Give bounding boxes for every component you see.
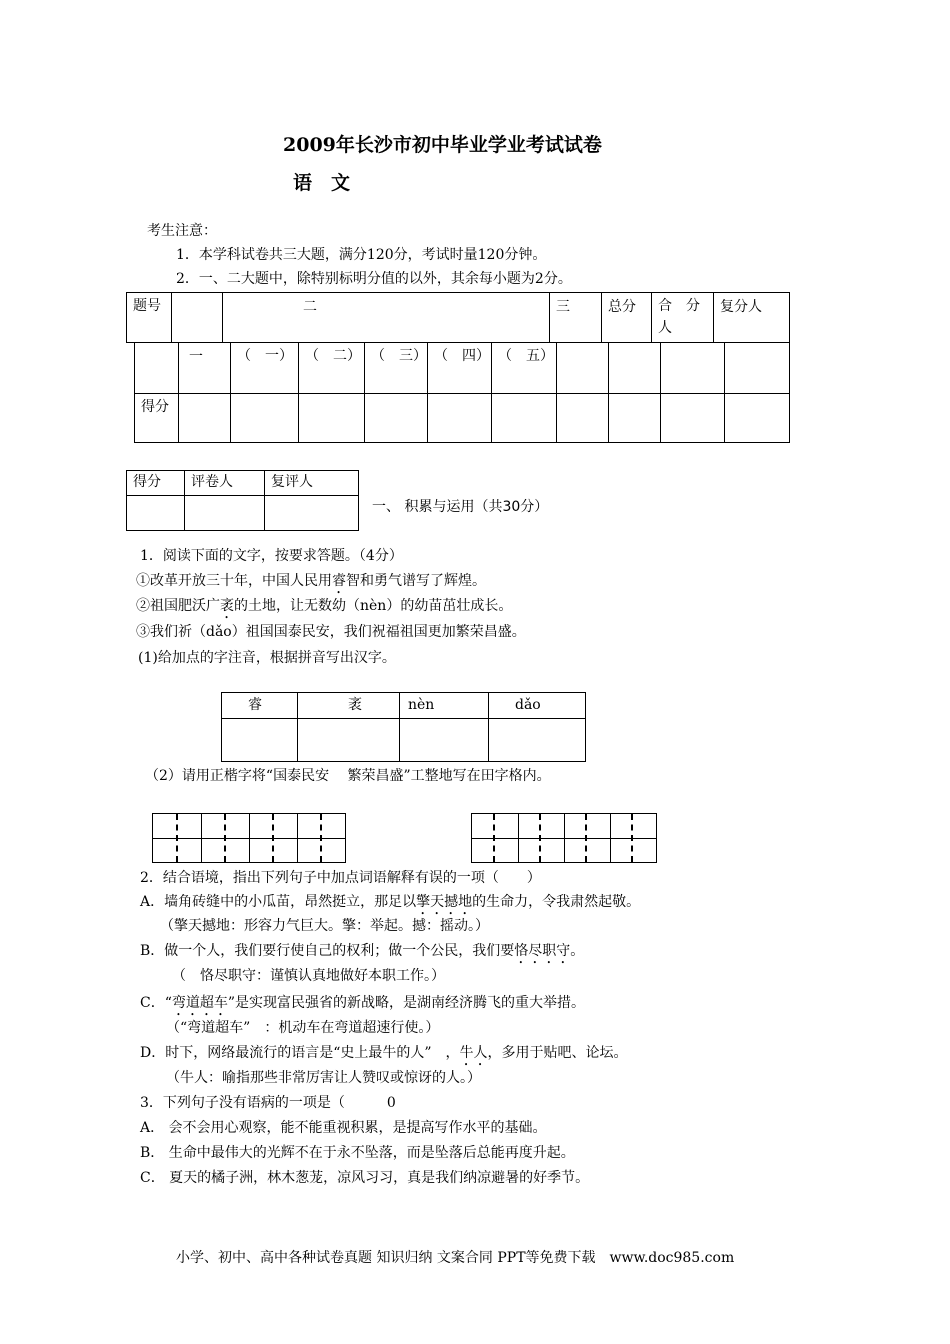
header-cell: 合 分人 — [651, 292, 714, 343]
option-c: C． 夏天的橘子洲，林木葱茏，凉风习习，真是我们纳凉避暑的好季节。 — [140, 1170, 590, 1186]
blank-cell — [556, 342, 609, 394]
writing-grid-right[interactable] — [471, 813, 657, 863]
subject-title: 语 文 — [293, 172, 351, 194]
text: 。 — [570, 943, 585, 959]
score-input-cell[interactable] — [724, 393, 790, 443]
sub-header-cell: （ 二） — [298, 342, 365, 394]
sub-header-cell: （ 一） — [230, 342, 299, 394]
dotted-word: 牛人 — [459, 1045, 488, 1061]
notice-item: 1．本学科试卷共三大题，满分120分，考试时量120分钟。 — [176, 247, 547, 263]
score-input-cell[interactable] — [178, 393, 231, 443]
option-note: （牛人：喻指那些非常厉害让人赞叹或惊讶的人。） — [166, 1070, 481, 1086]
exam-title: 2009年长沙市初中毕业学业考试试卷 — [283, 134, 602, 156]
dotted-word: 恪尽职守 — [514, 943, 571, 959]
writing-grid-left[interactable] — [152, 813, 346, 863]
sentence-3: ③我们祈（dǎo）祖国国泰民安，我们祝福祖国更加繁荣昌盛。 — [136, 624, 526, 640]
text: A．墙角砖缝中的小瓜苗，昂然挺立，那足以 — [140, 894, 417, 910]
option-a: A． 会不会用心观察，能不能重视积累，是提高写作水平的基础。 — [140, 1120, 547, 1136]
score-input-cell[interactable] — [298, 393, 365, 443]
option-b — [140, 940, 584, 967]
option-note: （擎天撼地：形容力气巨大。擎：举起。撼：摇动。） — [160, 918, 489, 934]
option-note: （“弯道超车” ：机动车在弯道超速行使。） — [166, 1020, 440, 1036]
sub-header-cell: （ 五） — [491, 342, 557, 394]
sentence-1 — [136, 570, 486, 597]
dotted-char: 袤 — [220, 598, 234, 614]
score-label-cell: 得分 — [134, 393, 179, 443]
answer-cell[interactable] — [399, 718, 489, 762]
score-input-cell[interactable] — [364, 393, 428, 443]
text: C．“ — [140, 995, 172, 1011]
grader-header: 得分 — [126, 470, 185, 496]
text: 的土地，让无数幼（nèn）的幼苗茁壮成长。 — [234, 598, 513, 614]
score-input-cell[interactable] — [608, 393, 661, 443]
sub-question-1: (1)给加点的字注音，根据拼音写出汉字。 — [138, 650, 396, 666]
question-stem: 2．结合语境，指出下列句子中加点词语解释有误的一项（ ） — [140, 870, 541, 886]
notice-item: 2．一、二大题中，除特别标明分值的以外，其余每小题为2分。 — [176, 271, 572, 287]
score-input-cell[interactable] — [556, 393, 609, 443]
blank-cell — [660, 342, 725, 394]
text: B．做一个人，我们要行使自己的权利；做一个公民，我们要 — [140, 943, 515, 959]
header-cell: 三 — [549, 292, 602, 343]
blank-cell — [608, 342, 661, 394]
grader-input-cell[interactable] — [126, 495, 185, 531]
pinyin-header: 睿 — [221, 692, 298, 719]
pinyin-header: dǎo — [488, 692, 586, 719]
dotted-word: 擎天撼地 — [416, 894, 473, 910]
grader-input-cell[interactable] — [264, 495, 359, 531]
text: 的生命力，令我肃然起敬。 — [472, 894, 641, 910]
pinyin-header: 袤 — [297, 692, 400, 719]
option-a — [140, 891, 640, 918]
text: ，多用于贴吧、论坛。 — [487, 1045, 628, 1061]
grader-input-cell[interactable] — [184, 495, 265, 531]
sub-header-cell: 一 — [178, 342, 231, 394]
sub-header-cell: （ 三） — [364, 342, 428, 394]
section-heading: 一、 积累与运用（共30分） — [372, 499, 549, 515]
grader-header: 复评人 — [264, 470, 359, 496]
option-d — [140, 1042, 628, 1069]
footer-text: 小学、初中、高中各种试卷真题 知识归纳 文案合同 PPT等免费下载 www.doc985.com — [176, 1250, 735, 1266]
blank-cell — [724, 342, 790, 394]
dotted-char: 睿 — [332, 573, 346, 589]
header-cell: 题号 — [126, 292, 172, 343]
text: D．时下，网络最流行的语言是“史上最牛的人” ， — [140, 1045, 460, 1061]
text: 智和勇气谱写了辉煌。 — [346, 573, 486, 589]
sub-header-cell: （ 四） — [427, 342, 492, 394]
option-b: B． 生命中最伟大的光辉不在于永不坠落，而是坠落后总能再度升起。 — [140, 1145, 575, 1161]
text: ②祖国肥沃广 — [136, 598, 220, 614]
question-stem: 3．下列句子没有语病的一项是（ 0 — [140, 1095, 396, 1111]
score-input-cell[interactable] — [427, 393, 492, 443]
header-cell: 二 — [222, 292, 550, 343]
score-input-cell[interactable] — [491, 393, 557, 443]
answer-cell[interactable] — [488, 718, 586, 762]
notice-label: 考生注意： — [147, 223, 217, 239]
sub-question-2: （2）请用正楷字将“国泰民安 繁荣昌盛”工整地写在田字格内。 — [145, 768, 551, 784]
answer-cell[interactable] — [221, 718, 298, 762]
pinyin-header: nèn — [399, 692, 489, 719]
text: ”是实现富民强省的新战略，是湖南经济腾飞的重大举措。 — [227, 995, 586, 1011]
header-cell: 复分人 — [713, 292, 790, 343]
dotted-word: 弯道超车 — [171, 995, 228, 1011]
score-input-cell[interactable] — [230, 393, 299, 443]
grader-header: 评卷人 — [184, 470, 265, 496]
score-input-cell[interactable] — [660, 393, 725, 443]
option-note: （ 恪尽职守：谨慎认真地做好本职工作。） — [172, 968, 445, 984]
blank-cell — [134, 342, 179, 394]
blank-cell — [171, 292, 223, 343]
sentence-2 — [136, 595, 512, 622]
header-cell: 总分 — [601, 292, 652, 343]
option-c — [140, 992, 585, 1019]
answer-cell[interactable] — [297, 718, 400, 762]
question-stem: 1．阅读下面的文字，按要求答题。（4分） — [140, 548, 403, 564]
text: ①改革开放三十年，中国人民用 — [136, 573, 332, 589]
